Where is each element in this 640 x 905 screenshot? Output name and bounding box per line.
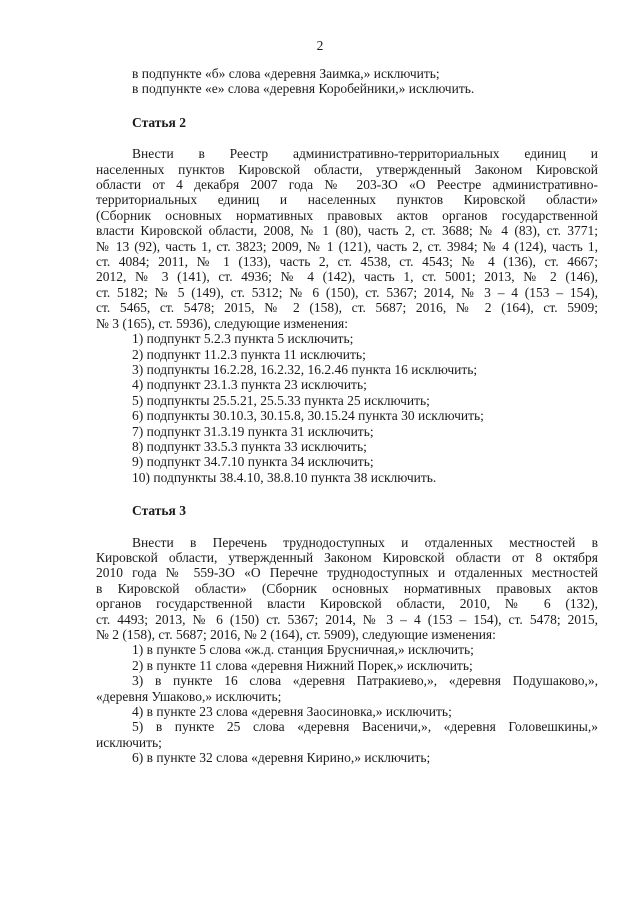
paragraph-line: № 13 (92), часть 1, ст. 3823; 2009, № 1 (121), часть 2, ст. 3984; № 4 (124), часть 1, [96,238,598,254]
article-2-paragraph [96,146,598,331]
list-item: 4) подпункт 23.1.3 пункта 23 исключить; [132,377,367,393]
paragraph-line: № 3 (165), ст. 5936), следующие изменения: [96,315,349,331]
paragraph-line: Кировской области, утвержденный Законом Кировской области от 8 октября [96,549,598,565]
paragraph-line: 2010 года № 559-ЗО «О Перечне труднодоступных и отдаленных местностей [96,565,598,581]
paragraph-line: Внести в Реестр административно-территориальных единиц и [132,146,598,162]
article-2-heading: Статья 2 [132,114,186,130]
document-body [96,66,598,766]
paragraph-line: № 2 (158), ст. 5687; 2016, № 2 (164), ст. 5909), следующие изменения: [96,627,496,642]
paragraph-line: ст. 5465, ст. 5478; 2015, № 2 (158), ст. 5687; 2016, № 2 (164), ст. 5909; [96,300,598,316]
list-item [96,673,598,704]
list-item: 3) подпункты 16.2.28, 16.2.32, 16.2.46 пункта 16 исключить; [132,361,478,377]
list-item: 1) подпункт 5.2.3 пункта 5 исключить; [132,331,354,347]
paragraph-line: территориальных единиц и населенных пунктов Кировской области» [96,192,598,208]
article-3-paragraph [96,535,598,643]
paragraph-line: Внести в Перечень труднодоступных и отдаленных местностей в [132,534,598,550]
list-item: 1) в пункте 5 слова «ж.д. станция Брусничная,» исключить; [132,642,474,658]
list-item: 6) в пункте 32 слова «деревня Кирино,» исключить; [132,750,431,766]
paragraph-line: области от 4 декабря 2007 года № 203-ЗО «О Реестре административно- [96,177,598,193]
list-item: 5) подпункты 25.5.21, 25.5.33 пункта 25 исключить; [132,392,430,408]
paragraph-line: ст. 4084; 2011, № 1 (133), часть 2, ст. 4538, ст. 4543; № 4 (136), ст. 4667; [96,254,598,270]
paragraph-line: в Кировской области» (Сборник основных нормативных правовых актов [96,580,598,596]
list-item-line: 3) в пункте 16 слова «деревня Патракиево,», «деревня Подушаково,», [132,673,598,689]
paragraph-line: органов государственной власти Кировской области, 2010, № 6 (132), [96,596,598,612]
paragraph-line: населенных пунктов Кировской области, утвержденный Законом Кировской [96,161,598,177]
paragraph-line: ст. 5182; № 5 (149), ст. 5312; № 6 (150), ст. 5367; 2014, № 3 – 4 (153 – 154), [96,284,598,300]
list-item: 6) подпункты 30.10.3, 30.15.8, 30.15.24 пункта 30 исключить; [132,408,484,424]
list-item: 2) в пункте 11 слова «деревня Нижний Порек,» исключить; [132,657,473,673]
list-item-continuation: исключить; [96,734,162,750]
list-item: 7) подпункт 31.3.19 пункта 31 исключить; [132,423,374,439]
article-2-list [96,331,598,485]
paragraph-line: власти Кировской области, 2008, № 1 (80), часть 2, ст. 3688; № 4 (83), ст. 3771; [96,223,598,239]
list-item-line: 5) в пункте 25 слова «деревня Васеничи,», «деревня Головешкины,» [132,719,598,735]
list-item: 2) подпункт 11.2.3 пункта 11 исключить; [132,346,366,362]
article-3-list [96,642,598,765]
intro-line: в подпункте «е» слова «деревня Коробейники,» исключить. [132,81,475,97]
list-item: 4) в пункте 23 слова «деревня Заосиновка,» исключить; [132,704,452,720]
list-item: 8) подпункт 33.5.3 пункта 33 исключить; [132,438,367,454]
paragraph-line: (Сборник основных нормативных правовых актов органов государственной [96,207,598,223]
page-number: 2 [316,38,324,53]
intro-line: в подпункте «б» слова «деревня Заимка,» исключить; [132,66,440,81]
paragraph-line: ст. 4493; 2013, № 6 (150) ст. 5367; 2014, № 3 – 4 (153 – 154), ст. 5478; 2015, [96,611,598,627]
list-item: 10) подпункты 38.4.10, 38.8.10 пункта 38 исключить. [132,469,437,485]
list-item: 9) подпункт 34.7.10 пункта 34 исключить; [132,454,374,470]
paragraph-line: 2012, № 3 (141), ст. 4936; № 4 (142), часть 1, ст. 5001; 2013, № 2 (146), [96,269,598,285]
list-item-continuation: «деревня Ушаково,» исключить; [96,688,282,704]
article-3-heading: Статья 3 [132,503,186,519]
intro-block [96,66,598,97]
list-item [96,719,598,750]
